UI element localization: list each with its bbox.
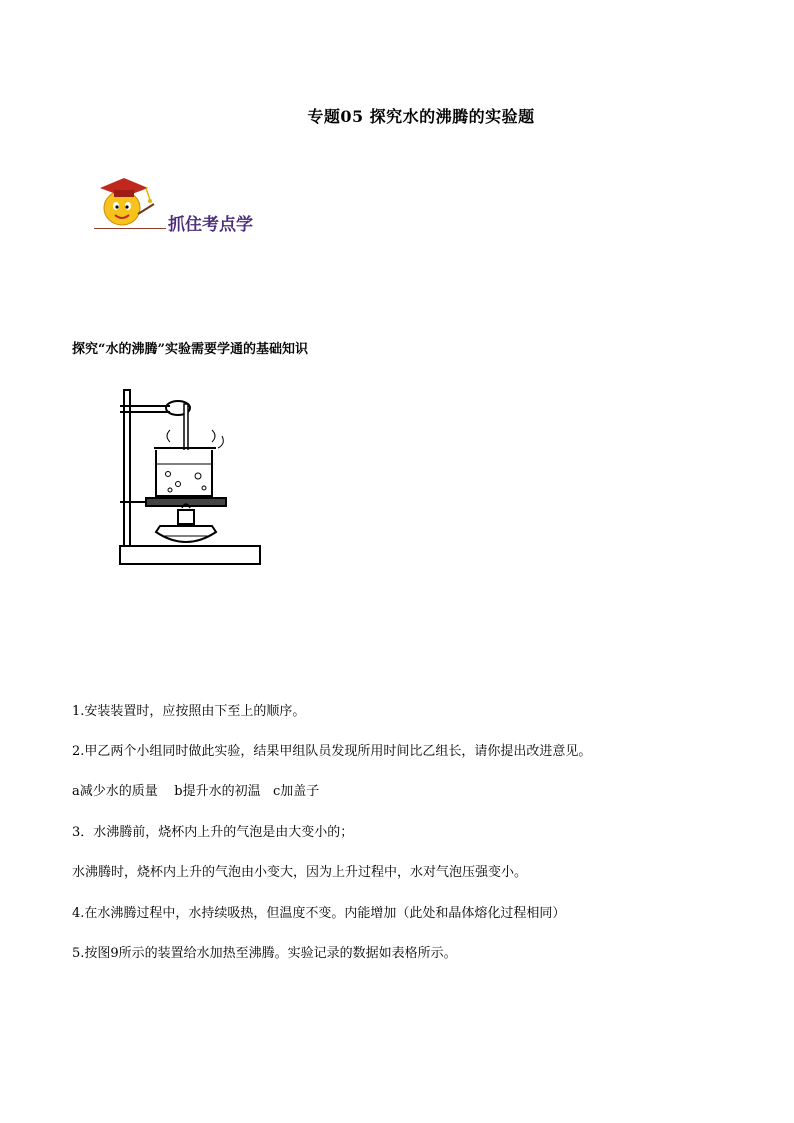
paragraph-4: 4.在水沸腾过程中，水持续吸热，但温度不变。内能增加（此处和晶体熔化过程相同） [72,906,566,921]
paragraph-2-options: a减少水的质量 b提升水的初温 c加盖子 [72,784,320,799]
page-title: 专题05 探究水的沸腾的实验题 [307,107,535,126]
boiling-water-apparatus-icon [112,386,264,570]
paragraph-5: 5.按图9所示的装置给水加热至沸腾。实验记录的数据如表格所示。 [72,946,457,961]
paragraph-3-continued: 水沸腾时，烧杯内上升的气泡由小变大，因为上升过程中，水对气泡压强变小。 [72,865,528,880]
badge-underline [94,228,166,229]
paragraph-2: 2.甲乙两个小组同时做此实验，结果甲组队员发现所用时间比乙组长，请你提出改进意见。 [72,744,592,759]
paragraph-1: 1.安装装置时，应按照由下至上的顺序。 [72,704,306,719]
section-badge-text: 抓住考点学 [168,215,253,235]
section-heading: 探究“水的沸腾”实验需要学通的基础知识 [72,342,308,357]
graduate-mascot-icon [90,170,158,230]
paragraph-3: 3．水沸腾前，烧杯内上升的气泡是由大变小的； [72,825,354,840]
